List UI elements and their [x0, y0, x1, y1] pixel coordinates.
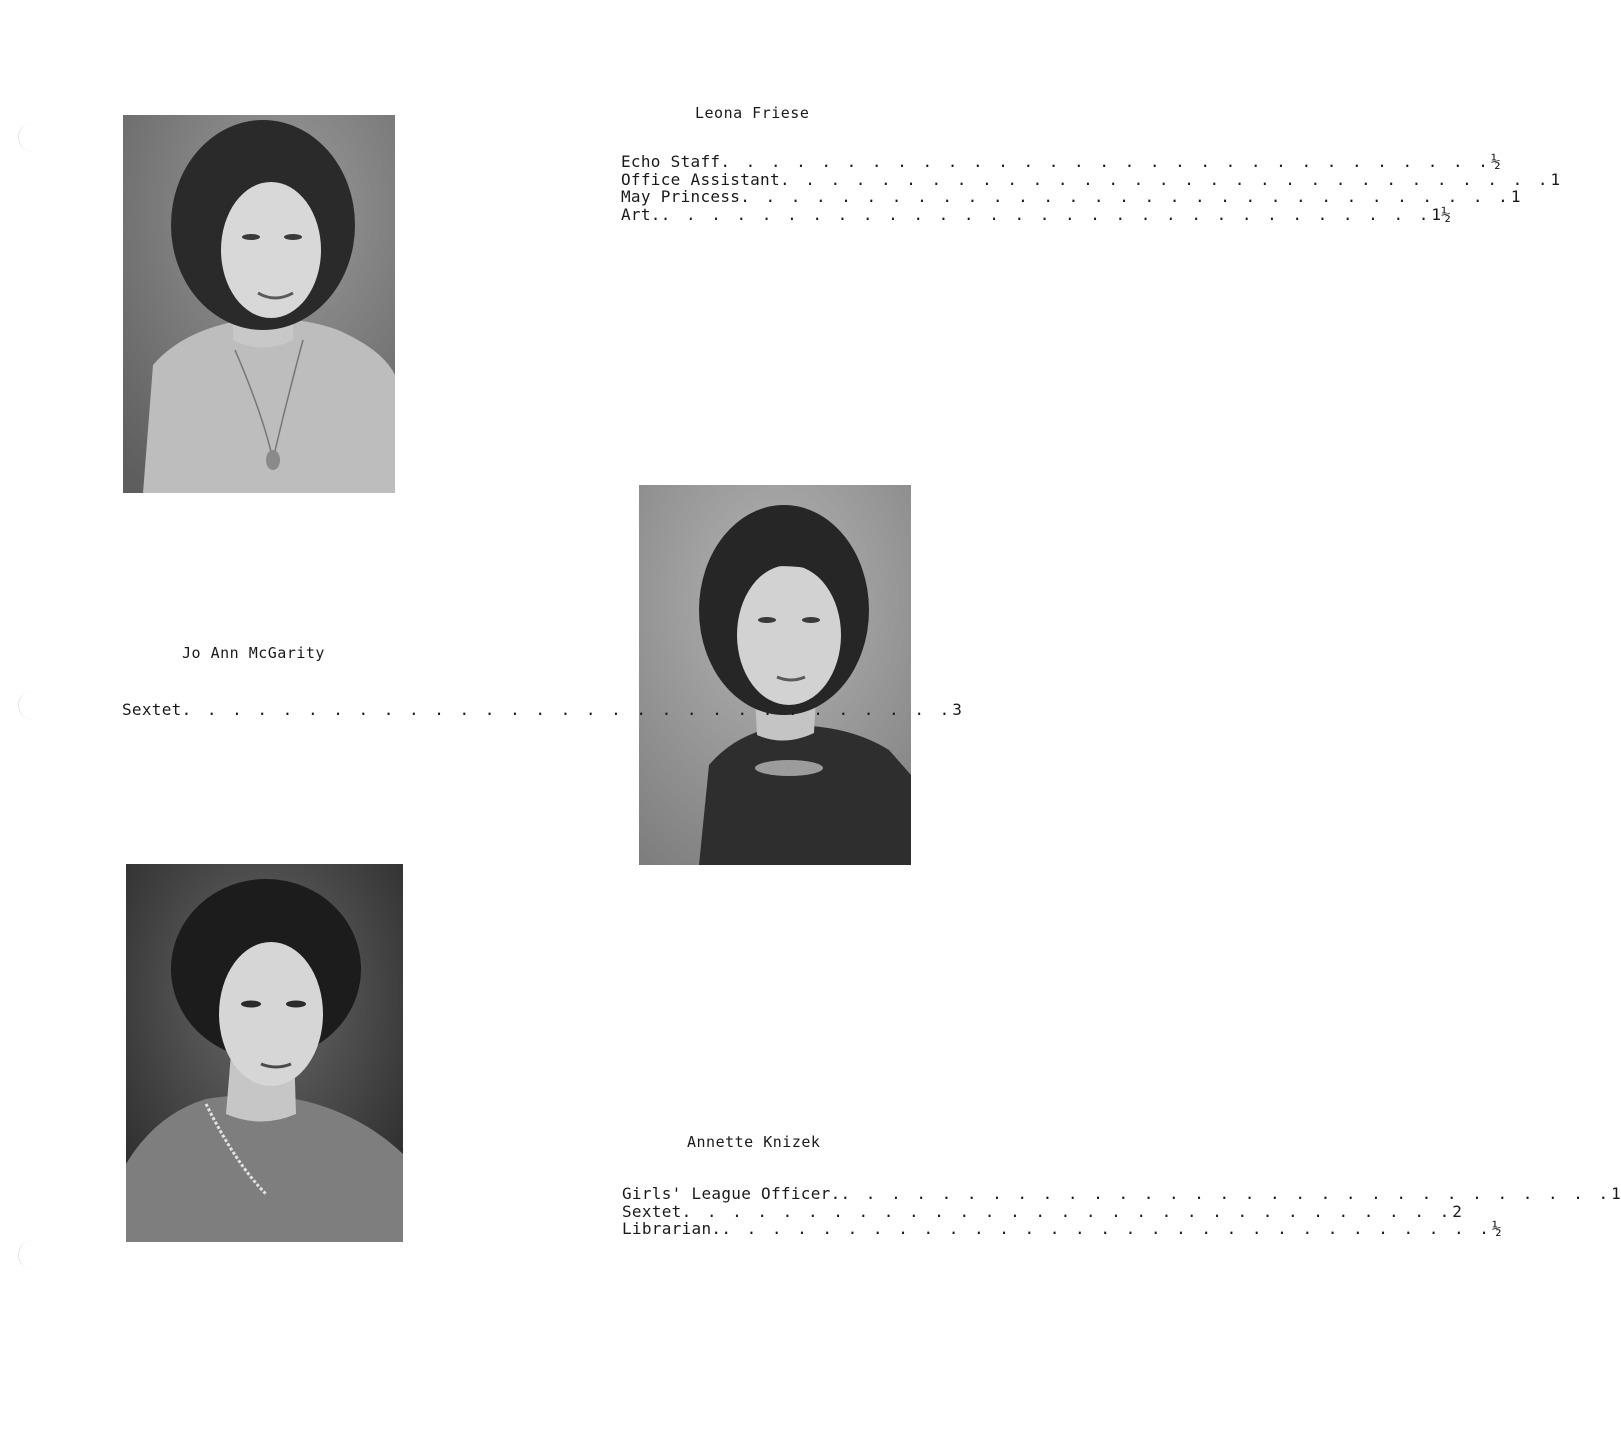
- punch-hole-middle: [18, 690, 49, 720]
- activity-label: Art.: [621, 204, 661, 224]
- activity-years: 1: [1510, 187, 1521, 206]
- dot-leader: . . . . . . . . . . . . . . . . . . . . . . . . . . . . . . .: [840, 1184, 1612, 1203]
- punch-hole-bottom: [18, 1240, 49, 1270]
- dot-leader: . . . . . . . . . . . . . . . . . . . . . . . . . . . . . . .: [721, 1219, 1492, 1238]
- dot-leader: . . . . . . . . . . . . . . . . . . . . . . . . . . . . . . .: [779, 169, 1551, 189]
- dot-leader: . . . . . . . . . . . . . . . . . . . . . . . . . . . . . . .: [740, 187, 1511, 206]
- activity-label: Office Assistant: [621, 169, 780, 189]
- activity-row: [621, 187, 1521, 206]
- activity-years: ½: [1491, 1219, 1502, 1238]
- activity-years: 1½: [1431, 204, 1452, 224]
- activity-label: Sextet: [122, 700, 182, 719]
- dot-leader: . . . . . . . . . . . . . . . . . . . . . . . . . . . . . . .: [681, 1201, 1453, 1221]
- activity-label: May Princess: [621, 187, 741, 206]
- student-name-leona-friese: Leona Friese: [695, 104, 810, 122]
- activity-years: 1: [1550, 169, 1561, 189]
- activity-label: Sextet: [622, 1201, 682, 1221]
- activity-label: Girls' League Officer.: [622, 1184, 841, 1203]
- activity-years: 2: [1452, 1201, 1463, 1221]
- activity-row: [122, 700, 963, 719]
- punch-hole-top: [18, 122, 49, 152]
- activity-years: 3: [952, 700, 963, 719]
- activity-row: [621, 169, 1561, 189]
- portrait-photo-jo-ann-mcgarity: [126, 864, 403, 1242]
- activity-row: [621, 204, 1452, 224]
- activity-label: Echo Staff: [621, 152, 721, 171]
- activity-row: [621, 152, 1501, 171]
- activity-row: [622, 1219, 1502, 1238]
- activity-list-annette-knizek: [622, 1184, 1621, 1238]
- activity-row: [622, 1184, 1621, 1203]
- activity-years: ½: [1490, 152, 1501, 171]
- student-name-jo-ann-mcgarity: Jo Ann McGarity: [182, 644, 325, 662]
- activity-row: [622, 1201, 1463, 1221]
- activity-years: 1: [1611, 1184, 1621, 1203]
- portrait-photo-leona-friese: [123, 115, 395, 493]
- activity-label: Librarian.: [622, 1219, 722, 1238]
- dot-leader: . . . . . . . . . . . . . . . . . . . . . . . . . . . . . . .: [720, 152, 1491, 171]
- dot-leader: . . . . . . . . . . . . . . . . . . . . . . . . . . . . . . .: [181, 700, 953, 719]
- student-name-annette-knizek: Annette Knizek: [687, 1133, 821, 1151]
- portrait-photo-annette-knizek: [639, 485, 911, 865]
- activity-list-jo-ann-mcgarity: [122, 700, 963, 719]
- activity-list-leona-friese: [621, 152, 1561, 224]
- dot-leader: . . . . . . . . . . . . . . . . . . . . . . . . . . . . . . .: [660, 204, 1432, 224]
